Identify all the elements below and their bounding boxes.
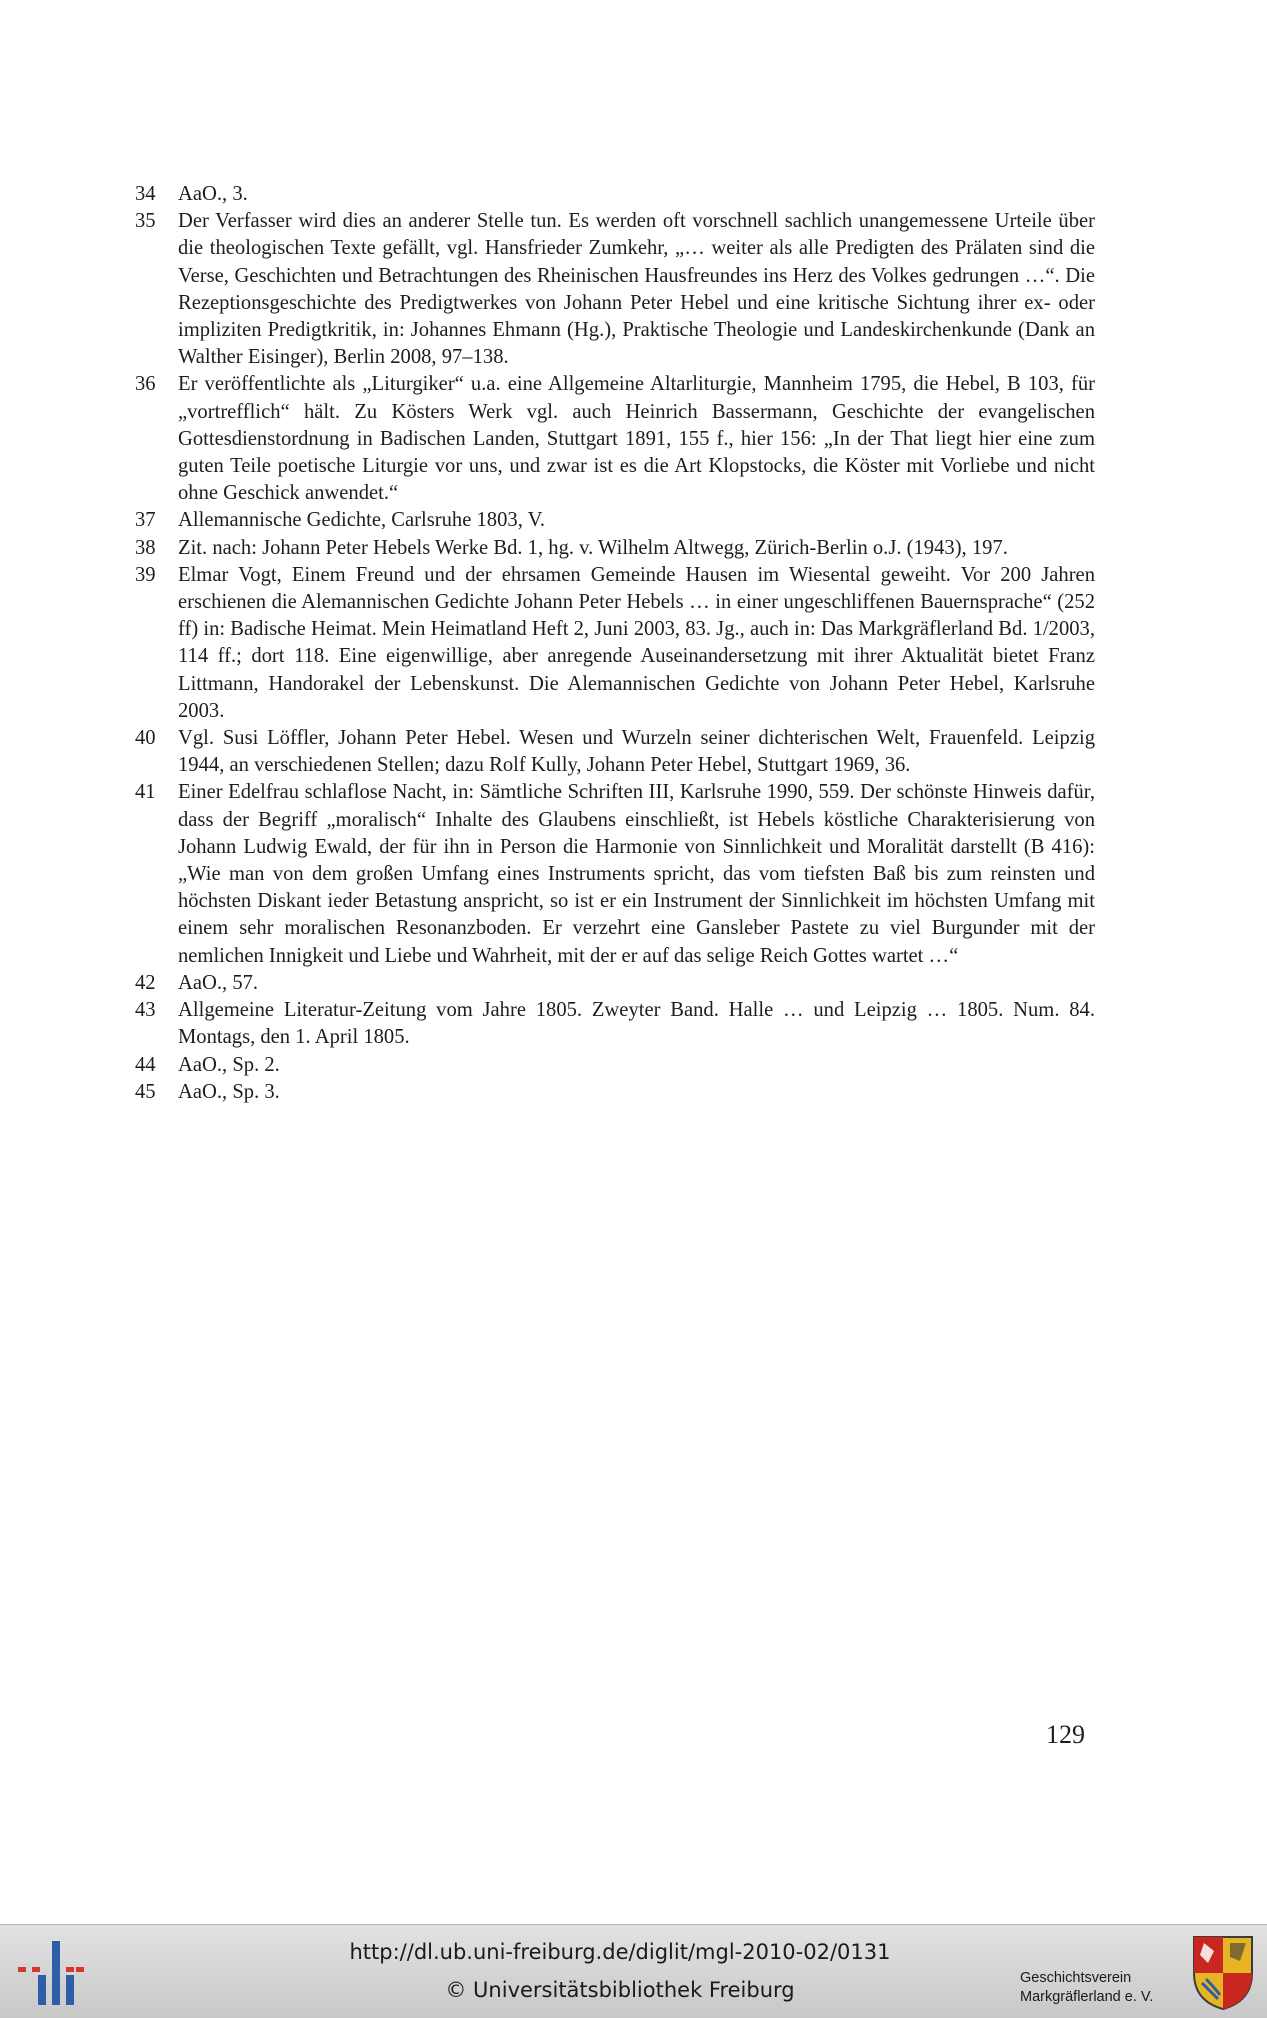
footer-copyright: © Universitätsbibliothek Freiburg [445,1978,795,2002]
footnote-text: Zit. nach: Johann Peter Hebels Werke Bd. 1, hg. v. Wilhelm Altwegg, Zürich-Berlin o.J. (1943), 197. [178,536,1008,559]
footnote-39 [135,562,1095,725]
page-number: 129 [1046,1720,1085,1749]
footnote-40 [135,725,1095,779]
footnote-number: 43 [135,999,156,1022]
footnote-42 [135,970,1095,997]
footnote-45 [135,1079,1095,1106]
footnote-41 [135,779,1095,969]
footnotes-list [135,181,1095,1106]
footnote-number: 35 [135,210,156,233]
footnote-text: AaO., 3. [178,183,248,205]
footnote-number: 41 [135,781,156,804]
society-line-2: Markgräflerland e. V. [1020,1989,1154,2005]
footnote-text: Er veröffentlichte als „Liturgiker“ u.a. eine Allgemeine Altarliturgie, Mannheim 1795, die Hebel, B 103, für „vortrefflich“ hält. Zu Kösters Werk vgl. auch Heinrich Bassermann, Geschichte der evangelischen Gottesdienstordnung in Badischen Landen, Stuttgart 1891, 155 f., hier 156: „In der That liegt hier eine zum guten Teile poetische Liturgie vor uns, und zwar ist es die Art Klopstocks, die Köster mit Vorliebe und nicht ohne Geschick anwendet.“ [178,373,1095,505]
footnote-text: Allemannische Gedichte, Carlsruhe 1803, V. [178,509,545,532]
footnote-text: AaO., Sp. 2. [178,1053,280,1076]
footnote-number: 34 [135,183,156,205]
footnote-number: 38 [135,536,156,559]
footnote-number: 40 [135,727,156,750]
footnote-number: 39 [135,563,156,586]
footnote-37 [135,507,1095,534]
footnote-number: 44 [135,1053,156,1076]
footnote-text: AaO., 57. [178,971,259,994]
footnote-text: Einer Edelfrau schlaflose Nacht, in: Sämtliche Schriften III, Karlsruhe 1990, 559. Der schönste Hinweis dafür, dass der Begriff „moralisch“ Inhalte des Glaubens einschließt, ist Hebels köstliche Charakterisierung von Johann Ludwig Ewald, der für ihn in Person die Harmonie von Sinnlichkeit und Moralität darstellt (B 416): „Wie man von dem großen Umfang eines Instruments spricht, das vom tiefsten Baß bis zum reinsten und höchsten Diskant ieder Betastung anspricht, so ist er ein Instrument der Sinnlichkeit im höchsten Umfang mit einem sehr moralischen Resonanzboden. Er verzehrt eine Gansleber Pastete zu viel Burgunder mit der nemlichen Innigkeit und Liebe und Wahrheit, mit der er auf das selige Reich Gottes wartet …“ [178,781,1095,967]
library-footer [0,1924,1267,2018]
footnote-text: Elmar Vogt, Einem Freund und der ehrsamen Gemeinde Hausen im Wiesental geweiht. Vor 200 Jahren erschienen die Alemannischen Gedichte Johann Peter Hebels … in einer ungeschliffenen Bauernsprache“ (252 ff) in: Badische Heimat. Mein Heimatland Heft 2, Juni 2003, 83. Jg., auch in: Das Markgräflerland Bd. 1/2003, 114 ff.; dort 118. Eine eigenwillige, aber anregende Auseinandersetzung mit ihrer Aktualität bietet Franz Littmann, Handorakel der Lebenskunst. Die Alemannischen Gedichte von Johann Peter Hebel, Karlsruhe 2003. [178,563,1095,722]
footnote-34 [135,181,1095,208]
footnote-43 [135,997,1095,1051]
society-name [1020,1969,1200,2007]
footer-url[interactable]: http://dl.ub.uni-freiburg.de/diglit/mgl-2010-02/0131 [349,1940,891,1964]
footnote-number: 37 [135,509,156,532]
footnote-36 [135,371,1095,507]
society-line-1: Geschichtsverein [1020,1970,1132,1986]
footnote-text: AaO., Sp. 3. [178,1080,280,1103]
footnote-number: 36 [135,373,156,396]
footnote-text: Der Verfasser wird dies an anderer Stelle tun. Es werden oft vorschnell sachlich unangemessene Urteile über die theologischen Texte gefällt, vgl. Hansfrieder Zumkehr, „… weiter als alle Predigten des Prälaten sind die Verse, Geschichten und Betrachtungen des Rheinischen Hausfreundes ins Herz des Volkes gedrungen …“. Die Rezeptionsgeschichte des Predigtwerkes von Johann Peter Hebel und eine kritische Sichtung ihrer ex- oder impliziten Predigtkritik, in: Johannes Ehmann (Hg.), Praktische Theologie und Landeskirchenkunde (Dank an Walther Eisinger), Berlin 2008, 97–138. [178,210,1095,369]
footnote-number: 42 [135,971,156,994]
geschichtsverein-crest-icon [1190,1933,1256,2011]
footnote-44 [135,1052,1095,1079]
footnote-text: Vgl. Susi Löffler, Johann Peter Hebel. Wesen und Wurzeln seiner dichterischen Welt, Frauenfeld. Leipzig 1944, an verschiedenen Stellen; dazu Rolf Kully, Johann Peter Hebel, Stuttgart 1969, 36. [178,727,1095,777]
footnote-number: 45 [135,1080,156,1103]
footnote-35 [135,208,1095,371]
footnote-text: Allgemeine Literatur-Zeitung vom Jahre 1805. Zweyter Band. Halle … und Leipzig … 1805. Num. 84. Montags, den 1. April 1805. [178,999,1095,1049]
ub-freiburg-logo-icon [14,1935,84,2005]
footnote-38 [135,535,1095,562]
